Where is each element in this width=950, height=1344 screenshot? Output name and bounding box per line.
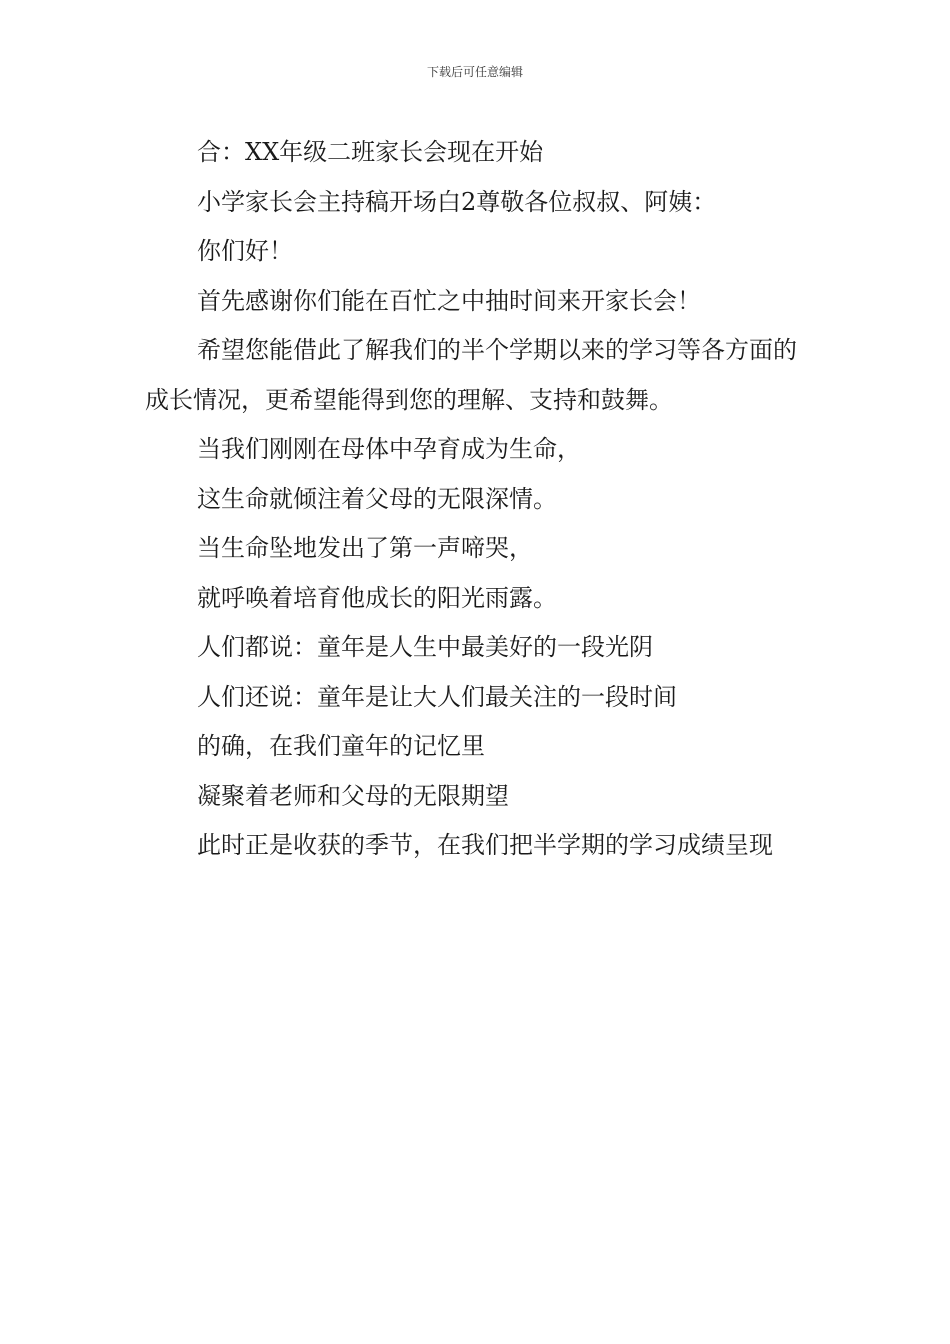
paragraph: 人们还说：童年是让大人们最关注的一段时间 <box>197 682 677 711</box>
paragraph: 的确，在我们童年的记忆里 <box>197 732 485 760</box>
paragraph: 人们都说：童年是人生中最美好的一段光阴 <box>197 633 653 661</box>
paragraph: 小学家长会主持稿开场白2尊敬各位叔叔、阿姨： <box>197 187 717 216</box>
paragraph: 就呼唤着培育他成长的阳光雨露。 <box>197 583 557 612</box>
paragraph: 凝聚着老师和父母的无限期望 <box>197 781 509 810</box>
paragraph: 这生命就倾注着父母的无限深情。 <box>197 484 557 513</box>
paragraph: 希望您能借此了解我们的半个学期以来的学习等各方面的成长情况，更希望能得到您的理解、支持和鼓舞。 <box>145 336 797 414</box>
page-header-note: 下载后可任意编辑 <box>426 65 523 79</box>
paragraph: 当生命坠地发出了第一声啼哭， <box>197 534 533 562</box>
paragraph: 首先感谢你们能在百忙之中抽时间来开家长会！ <box>197 286 701 315</box>
paragraph: 当我们刚刚在母体中孕育成为生命， <box>197 435 581 463</box>
paragraph: 合：XX年级二班家长会现在开始 <box>197 138 544 166</box>
paragraph: 此时正是收获的季节，在我们把半学期的学习成绩呈现 <box>197 831 773 859</box>
paragraph: 你们好！ <box>197 237 293 265</box>
document-body <box>145 128 815 871</box>
